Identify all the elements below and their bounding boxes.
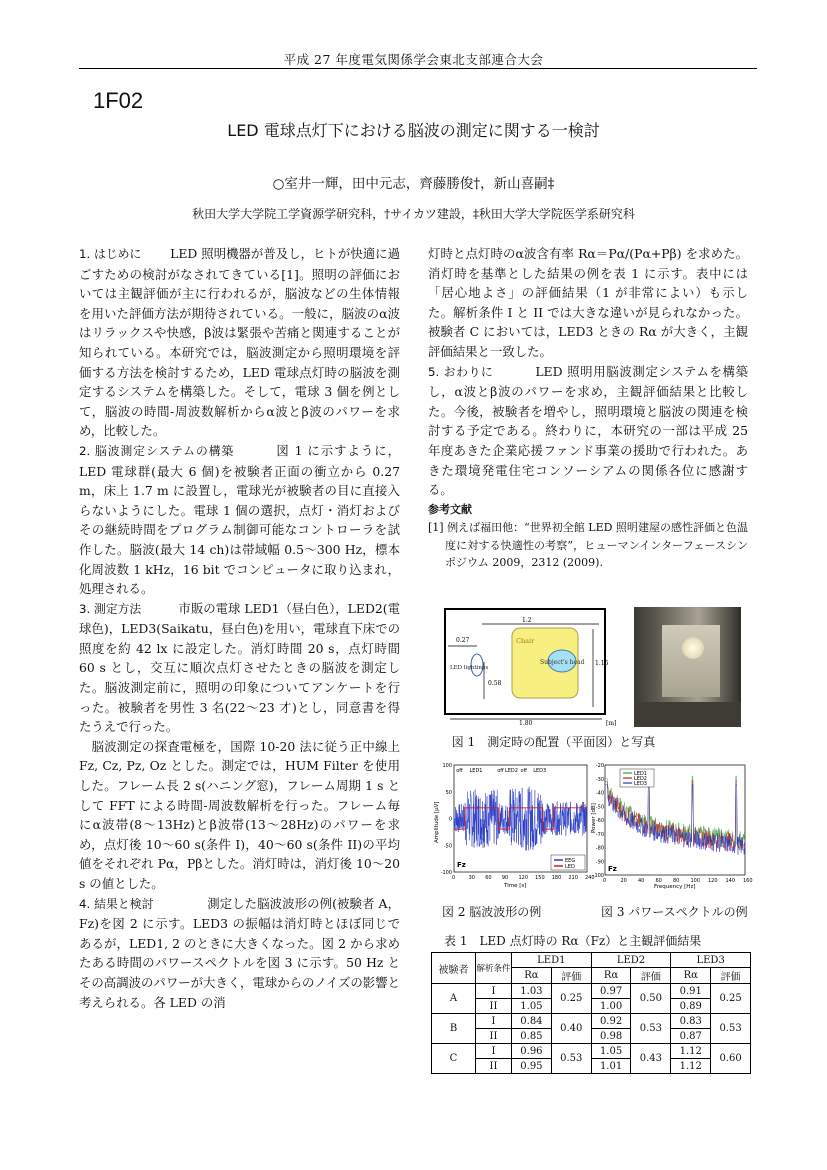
fig2-caption: 図 2 脳波波形の例 xyxy=(442,905,542,919)
cell-value: 1.05 xyxy=(512,999,552,1014)
fig3-ylabel: Power [dB] xyxy=(591,803,597,833)
th-led3: LED3 xyxy=(671,953,751,968)
fig3-fz-label: Fz xyxy=(608,865,617,873)
cell-eval: 0.25 xyxy=(711,984,751,1014)
table-caption: 表 1 LED 点灯時の Rα（Fz）と主観評価結果 xyxy=(444,934,702,948)
fig2-xtick: 180 xyxy=(551,875,562,881)
fig2-ytick: 0 xyxy=(448,816,452,823)
fig2-fz-label: Fz xyxy=(457,861,466,869)
fig3-xtick: 140 xyxy=(725,878,736,884)
table-row xyxy=(432,1014,751,1029)
fig3-caption: 図 3 パワースペクトルの例 xyxy=(601,905,748,919)
fig2-ytick: -50 xyxy=(443,843,452,850)
fig3-ytick: -80 xyxy=(595,845,604,852)
cell-value: 0.98 xyxy=(591,1029,631,1044)
cell-value: 0.91 xyxy=(671,984,711,999)
th-led1: LED1 xyxy=(512,953,592,968)
fig2-segment-label: off xyxy=(520,768,528,774)
cell-eval: 0.53 xyxy=(631,1014,671,1044)
th-e1: 評価 xyxy=(551,968,591,984)
cell-cond: I xyxy=(476,984,512,999)
fig2-ylabel: Amplitude [μV] xyxy=(434,801,440,843)
section-4-cont: 灯時と点灯時のα波含有率 Rα＝Pα/(Pα+Pβ) を求めた。消灯時を基準とした結果の例を表 1 に示す。表中には「居心地よさ」の評価結果（1 が非常によい）も示した。解析条件 I と II では大きな違いが見られなかった。被験者 C においては，LED3 ときの Rα が大きく，主観評価結果と一致した。 xyxy=(428,246,748,359)
section-5-text: LED 照明用脳波測定システムを構築し，α波とβ波のパワーを求め，主観評価結果と比較した。今後，被験者を増やし，照明環境と脳波の関連を検討する予定である。終わりに，本研究の一部は平成 25 年度あきた企業応援ファンド事業の援助で行われた。あきた環境発電住宅コンソーシアムの関係各位に感謝する。 xyxy=(428,363,748,498)
cell-value: 0.89 xyxy=(671,999,711,1014)
th-e3: 評価 xyxy=(711,968,751,984)
table-row xyxy=(432,984,751,999)
right-column xyxy=(428,244,748,572)
cell-value: 1.12 xyxy=(671,1059,711,1074)
section-1-heading: 1. はじめに xyxy=(79,247,142,261)
cell-eval: 0.53 xyxy=(711,1014,751,1044)
fig2-xtick: 0 xyxy=(452,875,456,881)
fig2-ytick: 50 xyxy=(445,789,452,796)
fig3-xlabel: Frequency [Hz] xyxy=(654,884,696,890)
cell-value: 1.01 xyxy=(591,1059,631,1074)
cell-value: 1.03 xyxy=(512,984,552,999)
dim-1-label: 1.2 xyxy=(522,617,532,624)
references-heading: 参考文献 xyxy=(428,502,472,516)
section-3-para2 xyxy=(79,737,400,894)
fig2-ytick: -100 xyxy=(440,870,452,876)
fig3-legend-led3: LED3 xyxy=(634,781,647,787)
cell-eval: 0.50 xyxy=(631,984,671,1014)
fig2-xtick: 30 xyxy=(468,875,475,881)
section-3 xyxy=(79,599,400,737)
cell-eval: 0.53 xyxy=(551,1044,591,1074)
fig3-ytick: -60 xyxy=(595,818,604,824)
fig2-xtick: 60 xyxy=(485,875,492,881)
section-3-heading: 3. 測定方法 xyxy=(79,601,142,616)
section-2 xyxy=(79,441,400,599)
fig2-segment-label: off xyxy=(456,768,463,774)
cell-value: 0.85 xyxy=(512,1029,552,1044)
power-spectrum-chart xyxy=(590,763,753,890)
paper-id: 1F02 xyxy=(93,88,144,113)
fig3-ytick: -20 xyxy=(595,763,604,769)
th-r3: Rα xyxy=(671,968,711,984)
cell-value: 0.92 xyxy=(591,1014,631,1029)
th-r2: Rα xyxy=(591,968,631,984)
fig3-xtick: 160 xyxy=(743,878,753,884)
table-row xyxy=(432,1059,751,1074)
cell-cond: II xyxy=(476,1029,512,1044)
section-4 xyxy=(79,894,400,1013)
reference-1 xyxy=(428,519,748,572)
unit-label: [m] xyxy=(606,720,617,727)
room-photo xyxy=(634,607,741,727)
fig2-xlabel: Time [s] xyxy=(504,883,527,889)
fig2-xtick: 120 xyxy=(518,875,529,881)
photo-lamp xyxy=(682,637,704,659)
fig3-xtick: 0 xyxy=(603,878,607,884)
fig3-ytick: -90 xyxy=(595,859,604,866)
affiliation: 秋田大学大学院工学資源学研究科，†サイカツ建設，‡秋田大学大学院医学系研究科 xyxy=(192,207,635,221)
photo-wall xyxy=(662,625,720,697)
results-table xyxy=(431,952,751,1074)
fig3-ytick: -40 xyxy=(595,790,604,797)
fig3-xtick: 100 xyxy=(690,878,701,884)
dim-3-label: 1.16 xyxy=(595,660,609,667)
section-5 xyxy=(428,362,748,500)
section-2-heading: 2. 脳波測定システムの構築 xyxy=(79,443,235,458)
cell-subject: A xyxy=(432,984,476,1014)
left-column xyxy=(79,244,400,1012)
cell-eval: 0.40 xyxy=(551,1014,591,1044)
fig3-xtick: 20 xyxy=(620,878,627,884)
fig2-xtick: 210 xyxy=(568,875,578,881)
fig3-xtick: 40 xyxy=(638,878,645,884)
fig3-ytick: -100 xyxy=(592,873,604,879)
running-header: 平成 27 年度電気関係学会東北支部連合大会 xyxy=(283,52,544,67)
fig2-segment-label: LED1 xyxy=(469,768,483,774)
fig2-xtick: 90 xyxy=(501,875,509,881)
fig1-caption: 図 1 測定時の配置（平面図）と写真 xyxy=(451,735,656,749)
cell-cond: I xyxy=(476,1044,512,1059)
cell-cond: I xyxy=(476,1014,512,1029)
reference-1-text: [1] 例えば福田他：“世界初全館 LED 照明建屋の感性評価と色温度に対する快適性の考察”，ヒューマンインターフェースシンポジウム 2009，2312 (2009). xyxy=(428,521,748,570)
fig2-legend-led: LED xyxy=(565,864,575,870)
th-cond: 解析条件 xyxy=(476,953,512,984)
fig3-ytick: -50 xyxy=(595,804,604,811)
chair-label: Chair xyxy=(516,637,535,645)
led-label: LED lightings xyxy=(450,665,489,671)
fig2-segment-label: LED3 xyxy=(533,768,547,774)
cell-value: 1.00 xyxy=(591,999,631,1014)
floor-plan-diagram xyxy=(444,607,624,727)
paper-title: LED 電球点灯下における脳波の測定に関する一検討 xyxy=(227,121,600,140)
th-r1: Rα xyxy=(512,968,552,984)
cell-value: 0.95 xyxy=(512,1059,552,1074)
section-4-heading: 4. 結果と検討 xyxy=(79,896,154,911)
cell-subject: B xyxy=(432,1014,476,1044)
table-row xyxy=(432,1044,751,1059)
fig3-legend-led1: LED1 xyxy=(634,771,647,777)
cell-value: 0.83 xyxy=(671,1014,711,1029)
section-4-text: 測定した脳波波形の例(被験者 A，Fz)を図 2 に示す。LED3 の振幅は消灯時とほぼ同じであるが，LED1, 2 のときに大きくなった。図 2 から求めたある時間のパワースペクトルを図 3 に示す。50 Hz とその高調波のパワーが大きく，電球からのノイズの影響と考えられる。各 LED の消 xyxy=(79,895,400,1010)
cell-value: 0.87 xyxy=(671,1029,711,1044)
dim-2-label: 0.27 xyxy=(456,637,470,644)
fig3-xtick: 120 xyxy=(708,878,718,884)
dim-4-label: 0.58 xyxy=(488,680,502,687)
dim-5-label: 1.80 xyxy=(519,720,533,727)
cell-cond: II xyxy=(476,999,512,1014)
fig3-xtick: 80 xyxy=(673,878,680,884)
table-header-row xyxy=(432,953,751,968)
header-rule xyxy=(79,68,757,69)
cell-eval: 0.43 xyxy=(631,1044,671,1074)
fig2-ytick: 100 xyxy=(442,763,452,769)
cell-value: 0.97 xyxy=(591,984,631,999)
section-3-text: 市販の電球 LED1（昼白色），LED2(電球色)，LED3(Saikatu，昼白色)を用い，電球直下床での照度を約 42 lx に設定した。消灯時間 20 s，点灯時間 60 s とし，交互に順次点灯させたときの脳波を測定した。脳波測定前に，照明の印象についてアンケートを行った。被験者を男性 3 名(22～23 才)とし，同意書を得たうえで行った。 xyxy=(79,600,400,735)
th-led2: LED2 xyxy=(591,953,671,968)
th-subject: 被験者 xyxy=(432,953,476,984)
cell-eval: 0.60 xyxy=(711,1044,751,1074)
cell-cond: II xyxy=(476,1059,512,1074)
cell-value: 1.05 xyxy=(591,1044,631,1059)
fig2-xtick: 150 xyxy=(535,875,545,881)
fig3-xtick: 60 xyxy=(655,878,662,884)
cell-value: 1.12 xyxy=(671,1044,711,1059)
table-row xyxy=(432,1029,751,1044)
table-row xyxy=(432,999,751,1014)
section-1-text: LED 照明機器が普及し，ヒトが快適に過ごすための検討がなされてきている[1]。照明の評価においては主観評価が主に行われるが，脳波などの生体情報を用いた評価方法が期待されている。一般に，脳波のα波はリラックスや快感，β波は緊張や苦痛と関連することが知られている。本研究では，脳波測定から照明環境を評価する方法を検討するため，LED 電球点灯時の脳波を測定するシステムを構築した。そして，電球 3 個を例として，脳波の時間-周波数解析からα波とβ波のパワーを求め，比較した。 xyxy=(79,246,400,439)
fig3-legend-led2: LED2 xyxy=(634,776,647,782)
cell-value: 0.96 xyxy=(512,1044,552,1059)
head-label: Subject's head xyxy=(540,659,585,666)
fig2-xtick: 240 xyxy=(585,875,595,881)
section-2-text: 図 1 に示すように，LED 電球群(最大 6 個)を被験者正面の衝立から 0.27 m，床上 1.7 m に設置し，電球光が被験者の目に直接入らないようにした。電球 1 個の選択，点灯・消灯およびその継続時間をプログラム制御可能なコントローラを試作した。脳波(最大 14 ch)は帯域幅 0.5～300 Hz，標本化周波数 1 kHz，16 bit でコンピュータに取り込まれ，処理される。 xyxy=(79,442,400,597)
fig3-ytick: -30 xyxy=(595,776,604,783)
fig2-segment-label: off xyxy=(497,768,504,774)
cell-eval: 0.25 xyxy=(551,984,591,1014)
cell-subject: C xyxy=(432,1044,476,1074)
authors: ○室井一輝，田中元志，齊藤勝俊†，新山喜嗣‡ xyxy=(272,176,555,192)
cell-value: 0.84 xyxy=(512,1014,552,1029)
section-5-heading: 5. おわりに xyxy=(428,364,494,379)
section-3-text2: 脳波測定の探査電極を，国際 10-20 法に従う正中線上 Fz, Cz, Pz, Oz とした。測定では，HUM Filter を使用した。フレーム長 2 s(ハニング窓)，フレーム周期 1 s として FFT による時間-周波数解析を行った。フレーム毎にα波帯(8～13Hz)とβ波帯(13～28Hz)のパワーを求め，点灯後 10～60 s(条件 I)，40～60 s(条件 II)の平均値をそれぞれ Pα，Pβとした。消灯時は，消灯後 10～20 s の値とした。 xyxy=(79,738,400,891)
th-e2: 評価 xyxy=(631,968,671,984)
photo-floor xyxy=(634,702,741,727)
fig2-legend-eeg: EEG xyxy=(565,858,576,864)
section-1 xyxy=(79,244,400,441)
fig3-ytick: -70 xyxy=(595,831,604,838)
fig2-segment-label: LED2 xyxy=(504,768,518,774)
